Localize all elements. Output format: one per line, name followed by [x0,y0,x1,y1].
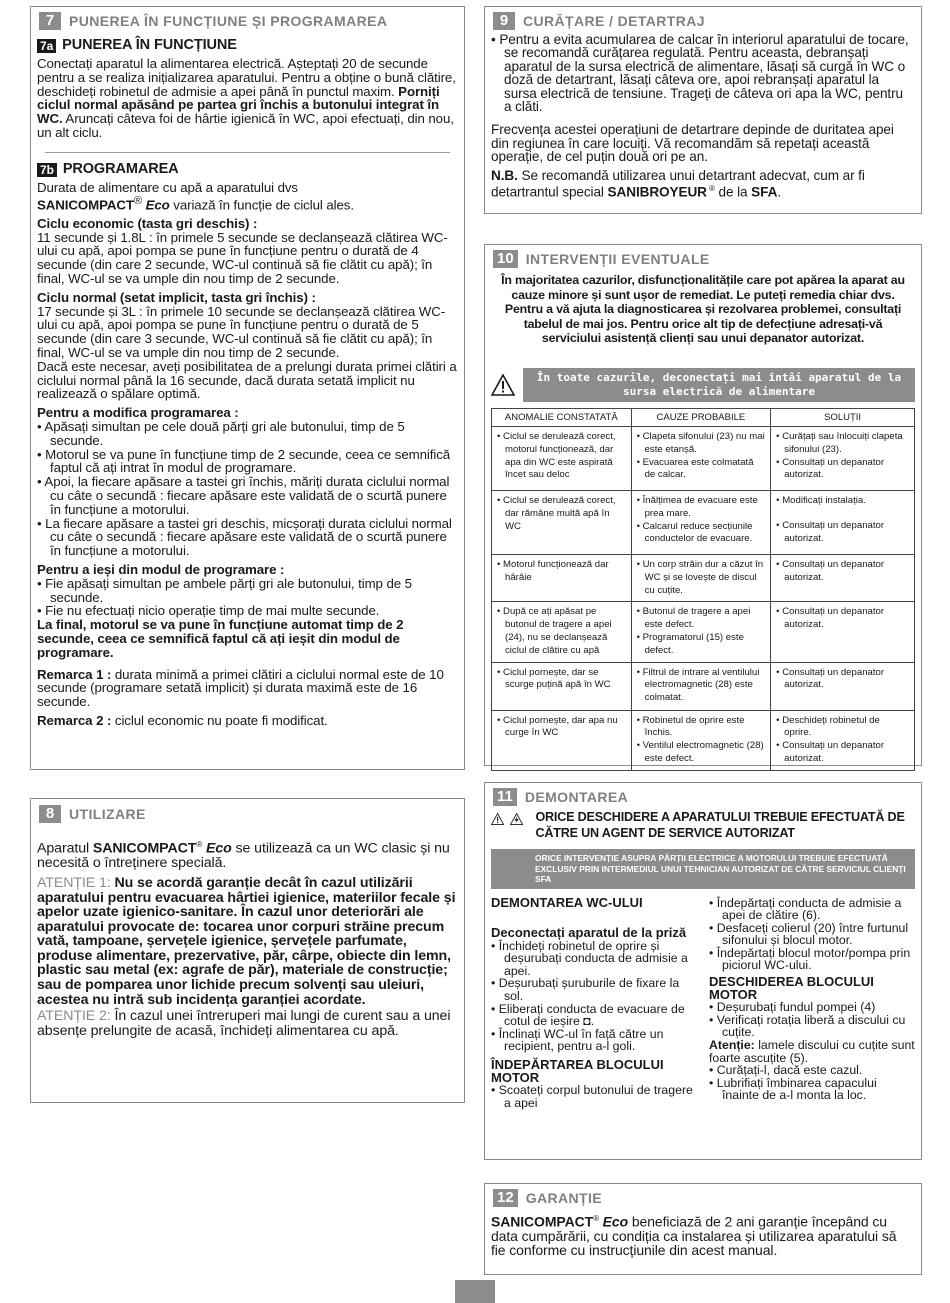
cause-cell [631,602,771,662]
motor-opening-heading: DESCHIDEREA BLOCULUI MOTOR [709,974,874,1002]
authorized-agent-warning-text: ORICE DESCHIDERE A APARATULUI TREBUIE EFECTUATĂ DE CĂTRE UN AGENT DE SERVICE AUTORIZAT [535,810,905,840]
disconnect-warning-text: În toate cazurile, deconectați mai întâi aparatul de la sursa electrică de alimentare [523,368,915,402]
cell-item: • Consultați un depanator autorizat. [776,606,909,632]
anomaly-cell [492,554,632,601]
solution-cell [771,602,915,662]
final-steps-list [709,1064,915,1102]
startup-paragraph [37,57,458,140]
list-item: • Scoateți corpul butonului de tragere a apei [491,1084,697,1109]
table-row [492,662,915,710]
startup-text-end: Aruncați câteva foi de hârtie igienică în WC, apoi efectuați, din nou, un alt ciclu. [37,111,454,140]
cell-item: • Butonul de tragere a apei este defect. [637,606,766,632]
cell-item: • Calcarul reduce secțiunile conductelor de evacuare. [637,521,766,547]
solution-cell [771,662,915,710]
motor-removal-continued-list [709,897,915,973]
normal-cycle-text: 17 secunde și 3L : în primele 10 secunde se declanșează clătirea WC-ului cu apă, apoi pompa se pune în funcțiune pentru o durată de 5 secunde (din care 3 secunde, WC-ul continuă să fie clătit cu apă); în final, WC-ul se va umple din nou timp de 2 secunde. [37,303,446,360]
attention-2-label: ATENȚIE 2: [37,1008,111,1025]
usage-paragraph [37,838,458,871]
remark-1-label: Remarca 1 : [37,666,112,682]
cell-item: • Evacuarea este colmatată de calcar. [637,457,766,483]
section-9-header [485,7,921,33]
section-7-title: PUNEREA ÎN FUNCȚIUNE ȘI PROGRAMAREA [69,13,388,29]
motor-opening-list [709,1001,915,1039]
table-row [492,426,915,490]
eco-cycle-text: 11 secunde și 1.8L : în primele 5 secunde se declanșează clătirea WC-ului cu apă, apoi pompa se pune în funcțiune pentru o durată de 4 secunde (din care 2 secunde, WC-ul continuă să fie clătit cu apă); în final, WC-ul se va umple din nou timp de 2 secunde. [37,229,448,286]
column-header-anomaly: ANOMALIE CONSTATATĂ [492,408,632,426]
section-11-header [485,783,921,809]
section-11-panel [484,782,922,1160]
list-item: • Fie apăsați simultan pe ambele părți gri ale butonului, timp de 5 secunde. [37,577,458,605]
modify-programming-list [37,420,458,558]
registered-mark: ® [133,194,142,207]
list-item: • Înclinați WC-ul în față către un recipient, pentru a-l goli. [491,1028,697,1053]
cell-item: • Clapeta sifonului (23) nu mai este etanșă. [637,431,766,457]
electrical-intervention-bar: ORICE INTERVENȚIE ASUPRA PĂRȚII ELECTRICE A MOTORULUI TREBUIE EFECTUATĂ EXCLUSIV PRIN INTERMEDIUL UNUI TEHNICIAN AUTORIZAT DE CĂTRE SERVICIUL CLIENȚI SFA [491,849,915,889]
cell-item: • Un corp străin dur a căzut în WC și se lovește de discul cu cuțite. [637,559,766,597]
exit-programming-list [37,577,458,618]
subsection-7b-heading [37,160,458,177]
list-item: • Motorul se va pune în funcțiune timp de 2 secunde, ceea ce semnifică faptul că ați intrat în modul de programare. [37,448,458,476]
section-9-body [485,33,921,199]
cause-cell [631,662,771,710]
blades-attention-text: lamele discului cu cuțite sunt foarte ascuțite (5). [709,1038,915,1065]
table-row [492,602,915,662]
section-7-panel [30,6,465,770]
table-header-row [492,408,915,426]
exit-programming-result: La final, motorul se va pune în funcțiune automat timp de 2 secunde, ceea ce semnifică faptul că ați ieșit din modul de programare. [37,617,404,660]
cell-item: • Ciclul se derulează corect, motorul funcționează, dar apa din WC este aspirată încet sau deloc [497,431,626,482]
dismantling-wc-heading: DEMONTAREA WC-ULUI [491,894,643,910]
table-row [492,554,915,601]
modify-programming-block [37,406,458,558]
section-12-header [485,1184,921,1210]
list-item: • Desfaceți colierul (20) între furtunul sifonului și blocul motor. [709,922,915,947]
warranty-body: beneficiază de 2 ani garanție începând cu data cumpărării, cu condiția ca instalarea și utilizarea aparatului să fie conforme cu instrucțiunile din acest manual. [491,1213,897,1259]
brand-name: SANICOMPACT [491,1213,594,1230]
section-8-title: UTILIZARE [69,806,146,822]
normal-cycle-extend-text: Dacă este necesar, aveți posibilitatea de a prelungi durata primei clătiri a ciclului normal până la 16 secunde, dacă durata setată implicit nu realizează o spălare optimă. [37,358,457,402]
note-text-end: . [777,184,781,200]
section-9-title: CURĂȚARE / DETARTRAJ [523,13,705,29]
note-text-mid: de la [714,184,752,200]
anomaly-cell [492,662,632,710]
subsection-7a-title: PUNEREA ÎN FUNCȚIUNE [62,37,237,54]
brand-name: SANICOMPACT [37,197,134,212]
section-8-body [31,826,464,1038]
attention-1-paragraph [37,876,458,1007]
usage-text-end: se utilizează ca un WC clasic și nu necesită o întreținere specială. [37,840,450,872]
list-item: • Apoi, la fiecare apăsare a tastei gri închis, măriți durata ciclului normal cu câte o secundă : fiecare apăsare este validată de o scurtă punere în funcțiune a motorului. [37,475,458,516]
section-10-header [485,245,921,271]
troubleshooting-table-wrapper [485,402,921,771]
attention-1-label: ATENȚIE 1: [37,874,111,891]
subsection-7b-number: 7b [37,163,57,177]
dismantling-columns [491,894,915,1110]
cell-item: • Consultați un depanator autorizat. [776,667,909,693]
cell-item: • Consultați un depanator autorizat. [776,740,909,766]
section-9-number: 9 [493,12,515,30]
cell-item: • Ciclul pornește, dar se scurge puțină apă în WC [497,667,626,693]
cell-item: • Curățați sau înlocuiți clapeta sifonului (23). [776,431,909,457]
cell-item: • Ciclul se derulează corect, dar rămâne multă apă în WC [497,495,626,533]
column-header-causes: CAUZE PROBABILE [631,408,771,426]
warning-triangle-icon [491,809,504,829]
troubleshooting-table [491,408,915,771]
cell-item: • Motorul funcționează dar hârâie [497,559,626,585]
solution-cell [771,710,915,770]
cause-cell [631,554,771,601]
eco-cycle-heading: Ciclu economic (tasta gri deschis) : [37,215,258,231]
remark-2-label: Remarca 2 : [37,712,112,728]
cell-item: • Ciclul pornește, dar apa nu curge în WC [497,715,626,741]
brand-eco: Eco [145,197,170,212]
list-item: • Deșurubați fundul pompei (4) [709,1001,915,1014]
registered-mark: ® [196,840,203,849]
cell-item: • Modificați instalația. [776,495,909,508]
brand-name: SANICOMPACT [92,840,197,857]
section-divider [45,152,450,153]
list-item: • Fie nu efectuați nicio operație timp de mai multe secunde. [37,604,458,618]
list-item: • Lubrifiați îmbinarea capacului înainte de a-l monta la loc. [709,1077,915,1102]
list-item: • Pentru a evita acumularea de calcar în interiorul aparatului de tocare, se recomandă curățarea regulată. Pentru aceasta, debranșați aparatul de la sursa electrică de alimentare, lăsați să curgă în WC o doză de detartrant, lăsați câteva ore, apoi rebranșați aparatul la sursa electrică de tensiune. Trageți de câteva ori apa la WC, pentru a clăti. [491,33,913,113]
section-10-panel [484,244,922,766]
cell-item: • Programatorul (15) este defect. [637,632,766,658]
descaling-frequency: Frecvența acestei operațiuni de detartrare depinde de duritatea apei din regiunea în care locuiți. Vă recomandăm să repetați această operație, de cel puțin două ori pe an. [491,122,894,165]
cell-item: • Robinetul de oprire este închis. [637,715,766,741]
list-item: • Curățați-l, dacă este cazul. [709,1064,915,1077]
cell-item: • Înălțimea de evacuare este prea mare. [637,495,766,521]
remark-1-text: durata minimă a primei clătiri a ciclului normal este de 10 secunde (programare setată implicit) și durata maximă este de 16 secunde. [37,666,444,710]
troubleshooting-intro: În majoritatea cazurilor, disfuncționalitățile care pot apărea la aparat au cauze minore și sunt ușor de remediat. Le puteți remedia chiar dvs. Pentru a vă ajuta la diagnosticarea și rezolvarea problemei, consultați tabelul de mai jos. Pentru orice alt tip de defecțiune adresați-vă serviciului asistență clienți sau unui depanator autorizat. [501,273,905,346]
anomaly-cell [492,602,632,662]
electrical-hazard-icon [510,809,523,829]
motor-removal-list [491,1084,697,1109]
solution-cell [771,554,915,601]
brand-eco: Eco [598,1213,629,1230]
startup-text: Conectați aparatul la alimentarea electrică. Așteptați 20 de secunde pentru a se realiza inițializarea aparatului. Pentru a obține o bună clătire, deschideți robinetul de admisie a apei până în punctul maxim. [37,56,456,99]
column-header-solutions: SOLUȚII [771,408,915,426]
section-7-body [31,39,464,728]
cleaning-list [491,33,913,113]
descaling-note [491,169,913,199]
modify-programming-heading: Pentru a modifica programarea : [37,405,239,421]
cell-item: • Consultați un depanator autorizat. [776,559,909,585]
dismantling-left-column [491,894,697,1110]
list-item: • Închideți robinetul de oprire și deșurubați conducta de admisie a apei. [491,940,697,978]
eco-cycle-block [37,217,458,286]
registered-mark: ® [706,184,715,194]
motor-removal-heading: ÎNDEPĂRTAREA BLOCULUI MOTOR [491,1057,664,1085]
disconnect-list [491,940,697,1053]
section-9-panel [484,6,922,214]
dismantling-right-column [709,897,915,1110]
cause-cell [631,426,771,490]
attention-2-paragraph [37,1009,458,1038]
remark-2-text: ciclul economic nu poate fi modificat. [111,712,328,728]
blades-attention [709,1039,915,1064]
cell-item: • Ventilul electromagnetic (28) este defect. [637,740,766,766]
section-12-title: GARANȚIE [525,1190,602,1206]
solution-cell [771,426,915,490]
cell-item: • După ce ați apăsat pe butonul de tragere a apei (24), nu se declanșează ciclul de clătire cu apă [497,606,626,657]
section-11-body [485,889,921,1110]
section-10-title: INTERVENȚII EVENTUALE [525,251,710,267]
sanibroyeur-brand: SANIBROYEUR [607,184,707,200]
note-text: Se recomandă utilizarea unui detartrant adecvat, cum ar fi detartrantul special [491,167,865,200]
list-item: • Eliberați conducta de evacuare de cotul de ieșire ◘. [491,1003,697,1028]
programming-intro-text: Durata de alimentare cu apă a aparatului dvs [37,179,298,195]
normal-cycle-heading: Ciclu normal (setat implicit, tasta gri închis) : [37,289,316,305]
subsection-7a-heading [37,39,458,53]
blades-attention-label: Atenție: [709,1038,755,1053]
section-8-header [31,799,464,826]
list-item: • Apăsați simultan pe cele două părți gri ale butonului, timp de 5 secunde. [37,420,458,448]
solution-cell [771,490,915,554]
warning-triangle-icon [491,374,515,396]
table-row [492,710,915,770]
brand-eco: Eco [202,840,232,857]
warranty-text [485,1210,921,1258]
anomaly-cell [492,710,632,770]
attention-1-text: Nu se acordă garanție decât în cazul utilizării aparatului pentru evacuarea hârtiei igienice, materiilor fecale și apelor uzate igienico-sanitare. În cazul unor deteriorări ale aparatului provocate de: tocarea unor corpuri străine precum vată, tampoane, șervețele igienice, șervețele parfumate, produse alimentare, prezervative, păr, cârpe, obiecte din lemn, plastic sau metal (ex: agrafe de păr), materiale de construcție; sau de pomparea unor lichide precum solvenți sau uleiuri, acestea nu intră sub incidența garanției acordate. [37,874,456,1008]
disconnect-warning [491,368,915,402]
page-number-tab [455,1280,495,1303]
section-10-number: 10 [493,250,518,268]
registered-mark: ® [593,1214,599,1223]
list-item: • Îndepărtați conducta de admisie a apei de clătire (6). [709,897,915,922]
section-12-panel [484,1183,922,1275]
programming-intro-text-end: variază în funcție de ciclul ales. [169,197,354,212]
cell-item: • Filtrul de intrare al ventilului electromagnetic (28) este colmatat. [637,667,766,705]
cell-item: • Consultați un depanator autorizat. [776,457,909,483]
list-item: • La fiecare apăsare a tastei gri deschis, micșorați durata ciclului normal cu câte o secundă : fiecare apăsare este validată de o scurtă punere în funcțiune a motorului. [37,517,458,558]
programming-intro [37,181,458,212]
cell-item: • Consultați un depanator autorizat. [776,520,909,546]
exit-programming-heading: Pentru a ieși din modul de programare : [37,561,285,577]
cell-item: • Deschideți robinetul de oprire. [776,715,909,741]
remark-2 [37,714,458,728]
disconnect-heading: Deconectați aparatul de la priză [491,925,687,941]
usage-text: Aparatul [37,840,93,857]
sfa-brand: SFA [751,184,778,200]
list-item: • Verificați rotația liberă a discului cu cuțite. [709,1014,915,1039]
section-8-panel [30,798,465,1103]
subsection-7a-number: 7a [37,39,56,53]
section-8-number: 8 [39,805,61,823]
section-12-number: 12 [493,1189,518,1207]
attention-2-text: În cazul unei întreruperi mai lungi de curent sau a unei absențe prelungite de acasă, închideți alimentarea cu apă. [37,1008,451,1039]
cause-cell [631,710,771,770]
anomaly-cell [492,490,632,554]
normal-cycle-block [37,291,458,401]
authorized-agent-warning [485,809,921,841]
exit-programming-block [37,563,458,660]
section-7-number: 7 [39,12,61,30]
table-row [492,490,915,554]
list-item: • Deșurubați șuruburile de fixare la sol. [491,977,697,1002]
section-11-number: 11 [493,788,517,806]
subsection-7b-title: PROGRAMAREA [62,160,179,177]
section-11-title: DEMONTAREA [524,789,629,805]
startup-bold-text: Porniți ciclul normal apăsând pe partea gri închis a butonului integrat în WC. [37,83,440,127]
anomaly-cell [492,426,632,490]
section-7-header [31,7,464,33]
cause-cell [631,490,771,554]
note-label: N.B. [491,167,518,183]
list-item: • Îndepărtați blocul motor/pompa prin piciorul WC-ului. [709,947,915,972]
remark-1 [37,668,458,709]
